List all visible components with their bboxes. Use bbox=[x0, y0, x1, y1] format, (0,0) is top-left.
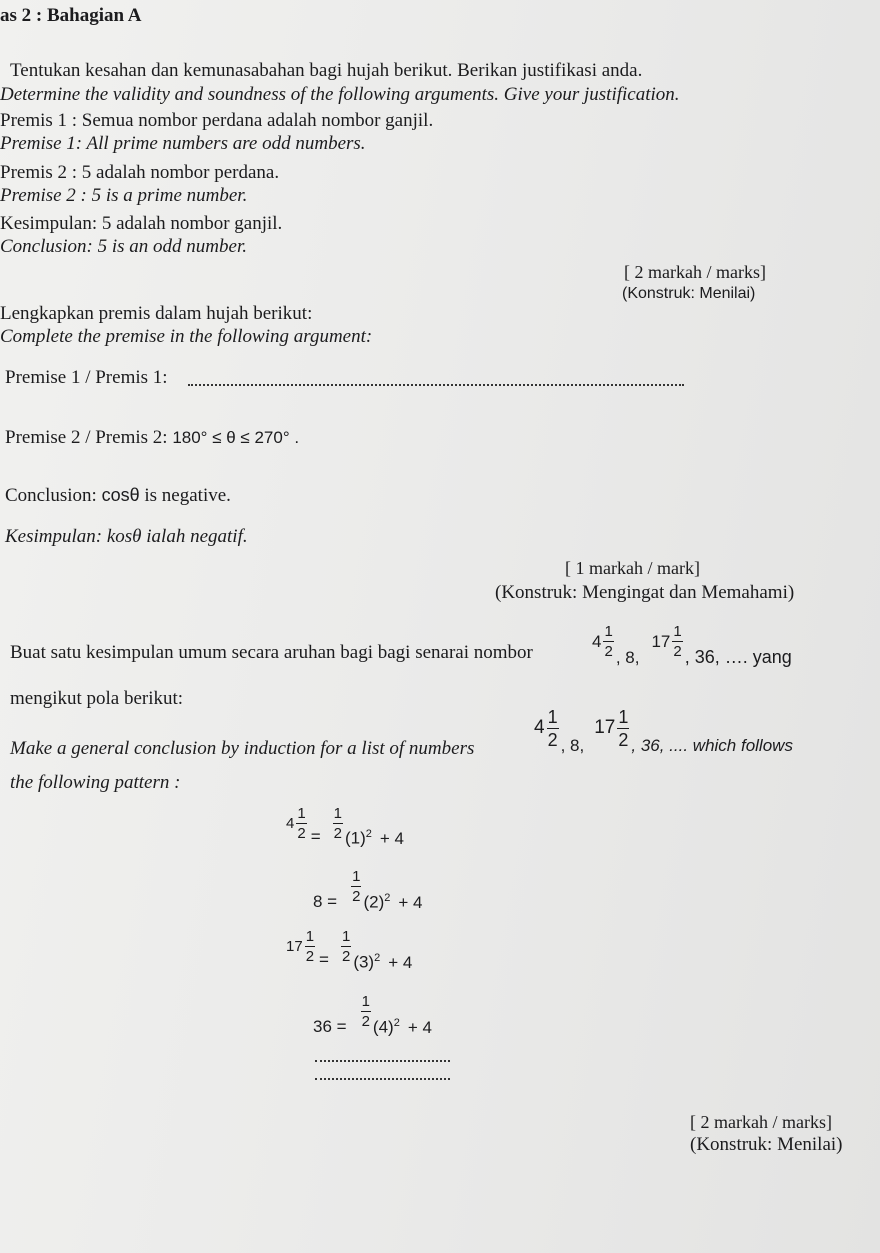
row3-exponent: 2 bbox=[374, 952, 381, 964]
q1-premise1-en: Premise 1: All prime numbers are odd numbers. bbox=[0, 133, 366, 154]
whole-part: 4 bbox=[534, 717, 545, 738]
equals-sign: = bbox=[310, 827, 321, 847]
answer-line-2[interactable] bbox=[315, 1078, 450, 1080]
denominator: 2 bbox=[305, 947, 315, 965]
q3-term-4-half-en bbox=[534, 708, 561, 749]
q2-premise2-math: 180° ≤ θ ≤ 270° . bbox=[172, 428, 300, 447]
q3-text-ms-line2: mengikut pola berikut: bbox=[10, 688, 184, 709]
numerator: 1 bbox=[673, 623, 682, 640]
numerator: 1 bbox=[305, 927, 315, 945]
row2-tail: + 4 bbox=[398, 892, 423, 912]
row2-lhs: 8 = bbox=[313, 892, 338, 912]
q3-text-ms: Buat satu kesimpulan umum secara aruhan bagi bagi senarai nombor bbox=[10, 642, 533, 663]
q3-sequence-en bbox=[534, 700, 793, 756]
whole-part: 4 bbox=[286, 814, 295, 832]
row2-exponent: 2 bbox=[384, 892, 391, 904]
denominator: 2 bbox=[361, 1012, 370, 1030]
q2-premise1-label: Premise 1 / Premis 1: bbox=[5, 367, 168, 388]
q3-construct: (Konstruk: Menilai) bbox=[690, 1134, 843, 1155]
q3-text-en-line2: the following pattern : bbox=[10, 772, 181, 793]
q2-conclusion-en bbox=[5, 485, 231, 507]
q1-instruction-en: Determine the validity and soundness of the following arguments. Give your justification. bbox=[0, 84, 680, 105]
q1-instruction-ms: Tentukan kesahan dan kemunasabahan bagi hujah berikut. Berikan justifikasi anda. bbox=[10, 60, 643, 81]
whole-part: 4 bbox=[592, 631, 602, 651]
numerator: 1 bbox=[547, 706, 558, 727]
q3-term-17-half-en bbox=[594, 708, 631, 749]
q2-premise2 bbox=[5, 427, 299, 449]
q2-premise2-label: Premise 2 / Premis 2: bbox=[5, 427, 168, 448]
q3-sequence-ms bbox=[592, 615, 792, 668]
q1-conclusion-ms: Kesimpulan: 5 adalah nombor ganjil. bbox=[0, 213, 283, 234]
q2-conclusion-ms bbox=[5, 526, 248, 548]
equals-sign: = bbox=[319, 950, 329, 970]
q3-marks: [ 2 markah / marks] bbox=[690, 1112, 832, 1132]
q2-premise1-answer-line[interactable] bbox=[188, 384, 684, 386]
q3-term-17-half-ms bbox=[651, 624, 684, 659]
row1-lhs bbox=[286, 806, 309, 841]
q3-term-4-half-ms bbox=[592, 624, 616, 659]
denominator: 2 bbox=[333, 824, 342, 842]
q2-marks: [ 1 markah / mark] bbox=[565, 558, 700, 578]
q2-instruction-en: Complete the premise in the following argument: bbox=[0, 326, 373, 347]
whole-part: 17 bbox=[286, 937, 303, 955]
whole-part: 17 bbox=[594, 717, 616, 738]
row1-base: (1) bbox=[344, 828, 366, 848]
q2-conclusion-en-math: cosθ bbox=[101, 485, 140, 505]
seq-separator: , 8, bbox=[560, 736, 585, 755]
q2-conclusion-en-pre: Conclusion: bbox=[5, 485, 97, 506]
denominator: 2 bbox=[604, 643, 613, 660]
row4-lhs: 36 = bbox=[313, 1017, 347, 1037]
seq-tail: , 36, .... which follows bbox=[631, 736, 793, 755]
pattern-row-3 bbox=[286, 920, 412, 973]
q1-marks: [ 2 markah / marks] bbox=[624, 262, 766, 282]
q1-premise2-ms: Premis 2 : 5 adalah nombor perdana. bbox=[0, 162, 280, 183]
numerator: 1 bbox=[604, 623, 613, 640]
whole-part: 17 bbox=[651, 631, 671, 651]
denominator: 2 bbox=[673, 643, 682, 660]
denominator: 2 bbox=[547, 729, 558, 750]
numerator: 1 bbox=[352, 867, 361, 885]
numerator: 1 bbox=[297, 804, 306, 822]
pattern-row-1 bbox=[286, 798, 404, 849]
row1-exponent: 2 bbox=[365, 828, 372, 840]
row4-base: (4) bbox=[372, 1017, 394, 1037]
denominator: 2 bbox=[352, 887, 361, 905]
q1-conclusion-en: Conclusion: 5 is an odd number. bbox=[0, 236, 247, 257]
seq-tail: , 36, …. yang bbox=[684, 647, 792, 667]
q1-construct: (Konstruk: Menilai) bbox=[622, 285, 756, 302]
numerator: 1 bbox=[333, 804, 342, 822]
row1-tail: + 4 bbox=[379, 828, 404, 848]
answer-line-1[interactable] bbox=[315, 1060, 450, 1062]
q2-conclusion-ms-post: ialah negatif. bbox=[146, 526, 248, 547]
numerator: 1 bbox=[618, 706, 629, 727]
denominator: 2 bbox=[618, 729, 629, 750]
denominator: 2 bbox=[341, 947, 351, 965]
numerator: 1 bbox=[341, 927, 351, 945]
row4-exponent: 2 bbox=[393, 1017, 400, 1029]
numerator: 1 bbox=[361, 992, 370, 1010]
q2-conclusion-en-post: is negative. bbox=[144, 485, 231, 506]
q1-premise2-en: Premise 2 : 5 is a prime number. bbox=[0, 185, 248, 206]
q2-construct: (Konstruk: Mengingat dan Memahami) bbox=[495, 582, 795, 603]
seq-separator: , 8, bbox=[615, 647, 640, 667]
row3-tail: + 4 bbox=[388, 952, 413, 972]
q2-conclusion-ms-math: kosθ bbox=[106, 526, 142, 547]
row2-base: (2) bbox=[363, 892, 385, 912]
q2-conclusion-ms-pre: Kesimpulan: bbox=[5, 526, 103, 547]
row3-lhs bbox=[286, 929, 317, 964]
row3-base: (3) bbox=[353, 952, 375, 972]
section-title: as 2 : Bahagian A bbox=[0, 5, 142, 26]
denominator: 2 bbox=[297, 824, 306, 842]
q2-instruction-ms: Lengkapkan premis dalam hujah berikut: bbox=[0, 303, 313, 324]
pattern-row-4 bbox=[313, 985, 432, 1038]
row4-tail: + 4 bbox=[407, 1017, 432, 1037]
pattern-row-2 bbox=[313, 860, 422, 913]
q1-premise1-ms: Premis 1 : Semua nombor perdana adalah nombor ganjil. bbox=[0, 110, 434, 131]
q3-text-en: Make a general conclusion by induction for a list of numbers bbox=[10, 738, 475, 759]
